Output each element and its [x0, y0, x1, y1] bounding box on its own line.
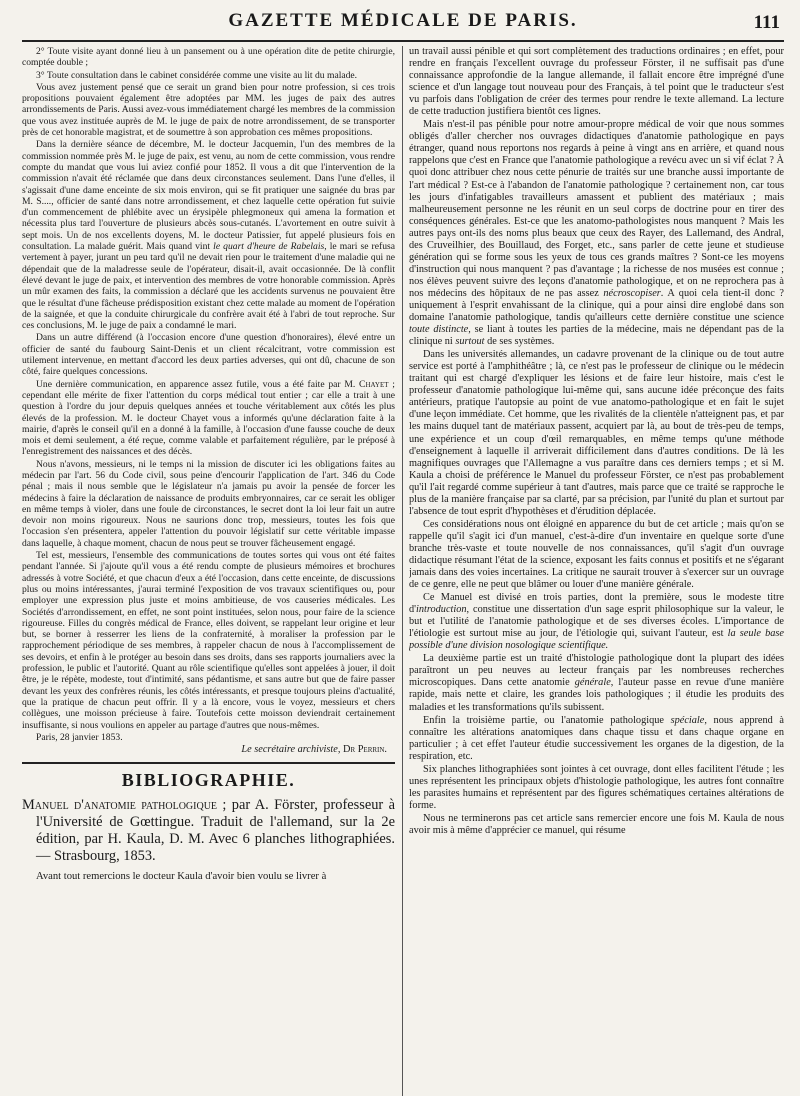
paragraph: Nous ne terminerons pas cet article sans remercier encore une fois M. Kaula de nous avoir mis à même d'apprécier ce manuel, qui résume: [409, 812, 784, 836]
paragraph: [409, 119, 784, 348]
book-title: Manuel d'anatomie pathologique: [22, 797, 218, 814]
section-divider: [22, 762, 395, 764]
italic-text: la seule base possible d'une division nosologique scientifique.: [409, 628, 784, 652]
left-column: [22, 46, 395, 1096]
paragraph: Nous n'avons, messieurs, ni le temps ni la mission de discuter ici les obligations faites au médecin par l'art. 56 du Code civil, sous peine d'encourir l'application de l'art. 346 du Code pénal ; mais il nous semble que le législateur n'a jamais pu avoir la pensée de forcer les médecins à faire la déclaration de naissance de produits embryonnaires, car ce serait les obliger en même temps à violer, dans une foule de circonstances, le secret dont la loi leur fait un autre devoir non moins rigoureux. Nous ne saurions donc trop, messieurs, toutes les fois que l'occasion s'en présentera, appeler l'attention du pouvoir législatif sur cette véritable impasse dans laquelle, à chaque moment, chacun de nous peut se trouver fâcheusement engagé.: [22, 458, 395, 549]
book-reference: [22, 797, 395, 865]
signature-name: Dr Perrin.: [340, 744, 387, 756]
paragraph: Dans un autre différend (à l'occasion encore d'une question d'honoraires), élevé entre un officier de santé du faubourg Saint-Denis et un client récalcitrant, votre commission est utilement intervenue, en mettant d'accord les deux parties adverses, qui ont dû, chacune de son côté, faire quelques concessions.: [22, 332, 395, 378]
italic-text: spéciale: [670, 714, 705, 726]
paragraph: Tel est, messieurs, l'ensemble des communications de toutes sortes qui vous ont été faites pendant l'année. Si j'ajoute qu'il vous a été rendu compte de plusieurs mémoires et brochures adressés à votre Société, et que chacun d'eux a été l'occasion, dans cette enceinte, de discussions plus ou moins intéressantes, j'aurai terminé l'exposition de vos travaux scientifiques ou, pour employer une expression plus juste et moins ambitieuse, de vos causeries médicales. Les Sociétés d'arrondissement, en effet, ne sont point instituées, selon nous, pour faire de la science rigoureuse. Filles du congrès médical de France, elles doivent, se rappelant leur origine et leur but, se borner à resserrer les liens de la confraternité, à moraliser la profession par le rapprochement périodique de ses membres, à rappeler chacun de nous à l'accomplissement de ses devoirs, et enfin à le protéger au besoin dans ses droits, dans ses rapports journaliers avec la profession, le public et l'autorité. Quant au rôle scientifique qu'elles sont appelées à jouer, il doit être, je le répète, modeste, tout d'intimité, sans pédantisme, et sans autre but que de faire passer devant les yeux des confrères réunis, les côtés intéressants, et presque toujours pleins d'actualité, que la pratique de chacun peut offrir. Il y a là encore, vous le voyez, messieurs et chers collègues, une moisson précieuse à faire. Toutefois cette moisson deviendrait certainement insuffisante, si nous voulions en appeler au partage d'autres que nous-mêmes.: [22, 550, 395, 731]
journal-title: GAZETTE MÉDICALE DE PARIS.: [228, 10, 578, 31]
page-header: [22, 10, 784, 42]
text-run: , l'auteur passe en revue d'une manière rapide, mais nette et claire, les grandes lois pathologiques ; il étudie les produits des maladies et les transformations qu'ils subissent.: [409, 677, 784, 713]
text-run: La deuxième partie est un traité d'histologie pathologique dont la plupart des idées paraîtront un peu neuves au lecteur français par les nombreuses recherches microscopiques. Dans cette anatomie: [409, 653, 784, 689]
text-run: , constitue une dissertation d'un sage esprit philosophique sur la valeur, le but et l'utilité de l'anatomie pathologique et de ses diverses écoles. L'importance de l'étiologie est surtout mise au jour, de l'étiologie qui, suivant l'auteur, est: [409, 604, 784, 640]
small-caps-name: M. Chayet: [344, 378, 389, 390]
text-run: Une dernière communication, en apparence assez futile, vous a été faite par: [36, 378, 345, 390]
report-text: [22, 46, 395, 756]
text-run: de ses systèmes.: [484, 336, 555, 348]
paragraph: [22, 139, 395, 331]
text-run: Enfin la troisième partie, ou l'anatomie pathologique: [423, 714, 671, 726]
text-run: , nous apprend à connaître les altérations anatomiques dans chaque tissu et dans chaque organe en particulier ; à cet effet l'auteur étudie successivement les organes de la digestion, de la respiration, etc.: [409, 714, 784, 762]
italic-text: surtout: [455, 336, 485, 348]
right-column: [409, 46, 784, 1096]
paragraph: [409, 592, 784, 652]
paragraph: Vous avez justement pensé que ce serait un grand bien pour notre profession, si ces trois propositions pouvaient également être adoptées par MM. les juges de paix des autres arrondissements de Paris. Aussi avez-vous immédiatement chargé les membres de la commission que vous avez instituée auprès de M. le juge de paix de notre arrondissement, de se transporter près de cet honorable magistrat, et de soumettre à son approbation ces mêmes propositions.: [22, 81, 395, 139]
text-run: ; cependant elle mérite de fixer l'attention du corps médical tout entier ; car elle a trait à une question à l'ordre du jour depuis quelques années et touche véritablement aux côtés les plus élevés de la profession. M. le docteur Chayet vous a informés qu'une déclaration faite à la mairie, d'après le conseil qu'il en a donné à la famille, à l'occasion d'une fausse couche de deux mois et demi seulement, a été reçue, comme valable et parfaitement régulière, par le préposé à l'enregistrement des naissances et des décès.: [22, 378, 395, 458]
paragraph: Avant tout remercions le docteur Kaula d'avoir bien voulu se livrer à: [36, 871, 327, 883]
paragraph: un travail aussi pénible et qui sort complètement des traductions ordinaires ; en effet, pour rendre en français l'excellent ouvrage du professeur Förster, il ne suffisait pas d'une connaissance approfondie de la langue allemande, il fallait encore être imprégné d'une science et d'un langage tout nouveau pour des Français, à tel point que le traducteur s'est vu parfois dans l'obligation de créer des termes pour rendre le texte allemand. La lecture de cette traduction justifiera bientôt ces lignes.: [409, 46, 784, 118]
text-run: Dans la dernière séance de décembre, M. le docteur Jacquemin, l'un des membres de la commission nommée près M. le juge de paix, est venu, au nom de cette commission, vous rendre compte du mandat que vous lui aviez confié pour 1852. Il vous a dit que l'intervention de la commission n'avait été réclamée que dans deux circonstances seulement. Dans l'une d'elles, il s'agissait d'une dame enceinte de six mois environ, qui se fit pratiquer une saignée du bras par M. S...., officier de santé dans notre arrondissement, et chez laquelle cette opération fut suivie d'un commencement de phlébite avec un érysipèle phlegmoneux qui amena la formation et nécessita plus tard l'ouverture de plusieurs abcès sous-cutanés. L'avortement en outre suivit à sept mois. Un de nos excellents doyens, M. le docteur Patissier, fut appelé plusieurs fois en consultation. La malade guérit. Mais quand vint: [22, 139, 395, 253]
text-run: Mais n'est-il pas pénible pour notre amour-propre médical de voir que nous sommes obligés d'aller chercher nos ouvrages didactiques d'anatomie pathologique en pays étranger, quand nous reportons nos regards à peine à vingt ans en arrière, et quand nous rappelons que c'est en France que l'anatomie pathologique a revécu avec un si vif éclat ? À quoi donc attribuer chez nous cette pénurie de traités sur une branche aussi importante de l'art médical ? Est-ce à l'abandon de l'anatomie pathologique ? certainement non, car tous les jours d'infatigables travailleurs amassent et publient des matériaux ; mais malheureusement personne ne les réunit en un seul corps de doctrine pour en tirer des conséquences générales. Est-ce que les anatomo-pathologistes nous manquent ? Mais les autres pays ont-ils des noms plus beaux que ceux des Rayer, des Lallemand, des Andral, des Cruveilhier, des Bouillaud, des Forget, etc., sans parler de cette jeune et studieuse génération qui se forme sous les yeux de tous ces grands maîtres ? Sont-ce les moyens d'instruction qui nous manquent ? pas d'avantage ; la richesse de nos musées est connue ; nos élèves peuvent suivre des leçons d'anatomie pathologique, et on ne reprochera pas à nos médecins des hôpitaux de ne pas assez: [409, 119, 784, 299]
text-run: . A quoi cela tient-il donc ? uniquement à l'esprit envahissant de la clinique, qui a pour ainsi dire englobé dans son domaine l'anatomie pathologique, tandis qu'ailleurs cette dernière constitue une science: [409, 287, 784, 324]
italic-text: toute distincte: [409, 324, 469, 336]
paragraph: Ces considérations nous ont éloigné en apparence du but de cet article ; mais qu'on se rappelle qu'il s'agit ici d'un manuel, c'est-à-dire d'un inventaire en quelque sorte d'une branche très-vaste et toute nouvelle de nos connaissances, qu'il s'agit d'un ouvrage didactique résumant l'état de la science, exposant les faits connus et positifs et ne s'égarant jamais dans des voies incertaines. La critique ne saurait trouver à s'exercer sur un ouvrage de ce genre, elle ne peut que blâmer ou louer d'une manière générale.: [409, 518, 784, 591]
paragraph: [22, 379, 395, 458]
book-details: ; par A. Förster, professeur à l'Université de Gœttingue. Traduit de l'allemand, sur la 2e édition, par H. Kaula, D. M. Avec 6 planches lithographiées. — Strasbourg, 1853.: [36, 797, 395, 865]
text-run: Ce Manuel est divisé en trois parties, dont la première, sous le modeste titre d': [409, 592, 784, 616]
text-columns: [22, 46, 784, 1096]
paragraph: Dans les universités allemandes, un cadavre provenant de la clinique ou de tout autre service est porté à l'amphithéâtre ; là, ce n'est pas le professeur de clinique ou le médecin traitant qui est chargé d'expliquer les lésions et de faire leur histoire, mais c'est le professeur d'anatomie pathologique lui-même qui, sans aucune idée préconçue des faits antérieurs, pratique l'autopsie au point de vue anatomo-pathologique et en fait le sujet d'une leçon immédiate. Cet homme, que les rivalités de la clientèle n'atteignent pas, et par les mains duquel tant de matériaux passent, acquiert par là, au bout de très-peu de temps, une expérience et un coup d'œil remarquables, en même temps qu'une méthode d'enseignement à laquelle il arriverait difficilement dans d'autres conditions. De là les magnifiques ouvrages que l'Allemagne a vus paraître dans ces derniers temps ; et si M. Kaula a choisi de préférence le Manuel du professeur Förster, ce n'est pas probablement qu'il l'ait regardé comme supérieur à tant d'autres, mais parce que ce traité se rapproche le plus de la manière française par sa clarté, par sa précision, par l'unité du plan et surtout par l'absence de tout esprit d'hypothèses et d'érudition déplacée.: [409, 349, 784, 517]
paragraph: [409, 653, 784, 713]
paragraph: 2° Toute visite ayant donné lieu à un pansement ou à une opération dite de petite chirurgie, comptée double ;: [22, 46, 395, 69]
page-number: 111: [753, 12, 780, 33]
paragraph: [409, 715, 784, 763]
italic-text: introduction: [416, 604, 467, 616]
italic-text: nécroscopiser: [603, 287, 661, 299]
text-run: , se liant à toutes les parties de la médecine, mais ne dépendant pas de la clinique ni: [409, 324, 784, 348]
signature: [22, 744, 395, 756]
section-heading: BIBLIOGRAPHIE.: [121, 770, 296, 791]
text-run: , le mari se refusa vertement à payer, jurant un peu tard qu'il ne devait rien pour le traitement d'une maladie qui ne dépendait que de la maladresse seule de l'opérateur, disait-il, avait occasionnée. De là conflit élevé devant le juge de paix, et intervention des membres de votre honorable commission. Après un mûr examen des faits, la commission a déclaré que les accidents survenus ne pouvaient être que le résultat d'une fâcheuse prédisposition existant chez cette malade au moment de l'opération de la saignée, et que la conduite chirurgicale du confrère avait été à l'abri de tout reproche. Sur ces conclusions, M. le juge de paix a condamné le mari.: [22, 241, 395, 332]
italic-text: générale: [574, 677, 611, 689]
italic-text: le quart d'heure de Rabelais: [213, 241, 325, 253]
signature-title: Le secrétaire archiviste,: [241, 744, 341, 756]
date-line: Paris, 28 janvier 1853.: [36, 731, 123, 743]
paragraph: Six planches lithographiées sont jointes à cet ouvrage, dont elles facilitent l'étude ; les unes représentent les principaux objets d'histologie pathologique, les autres font connaître les parasites humains et représentent par des figures schématiques certaines altérations de forme.: [409, 763, 784, 811]
paragraph: 3° Toute consultation dans le cabinet considérée comme une visite au lit du malade.: [36, 69, 358, 81]
